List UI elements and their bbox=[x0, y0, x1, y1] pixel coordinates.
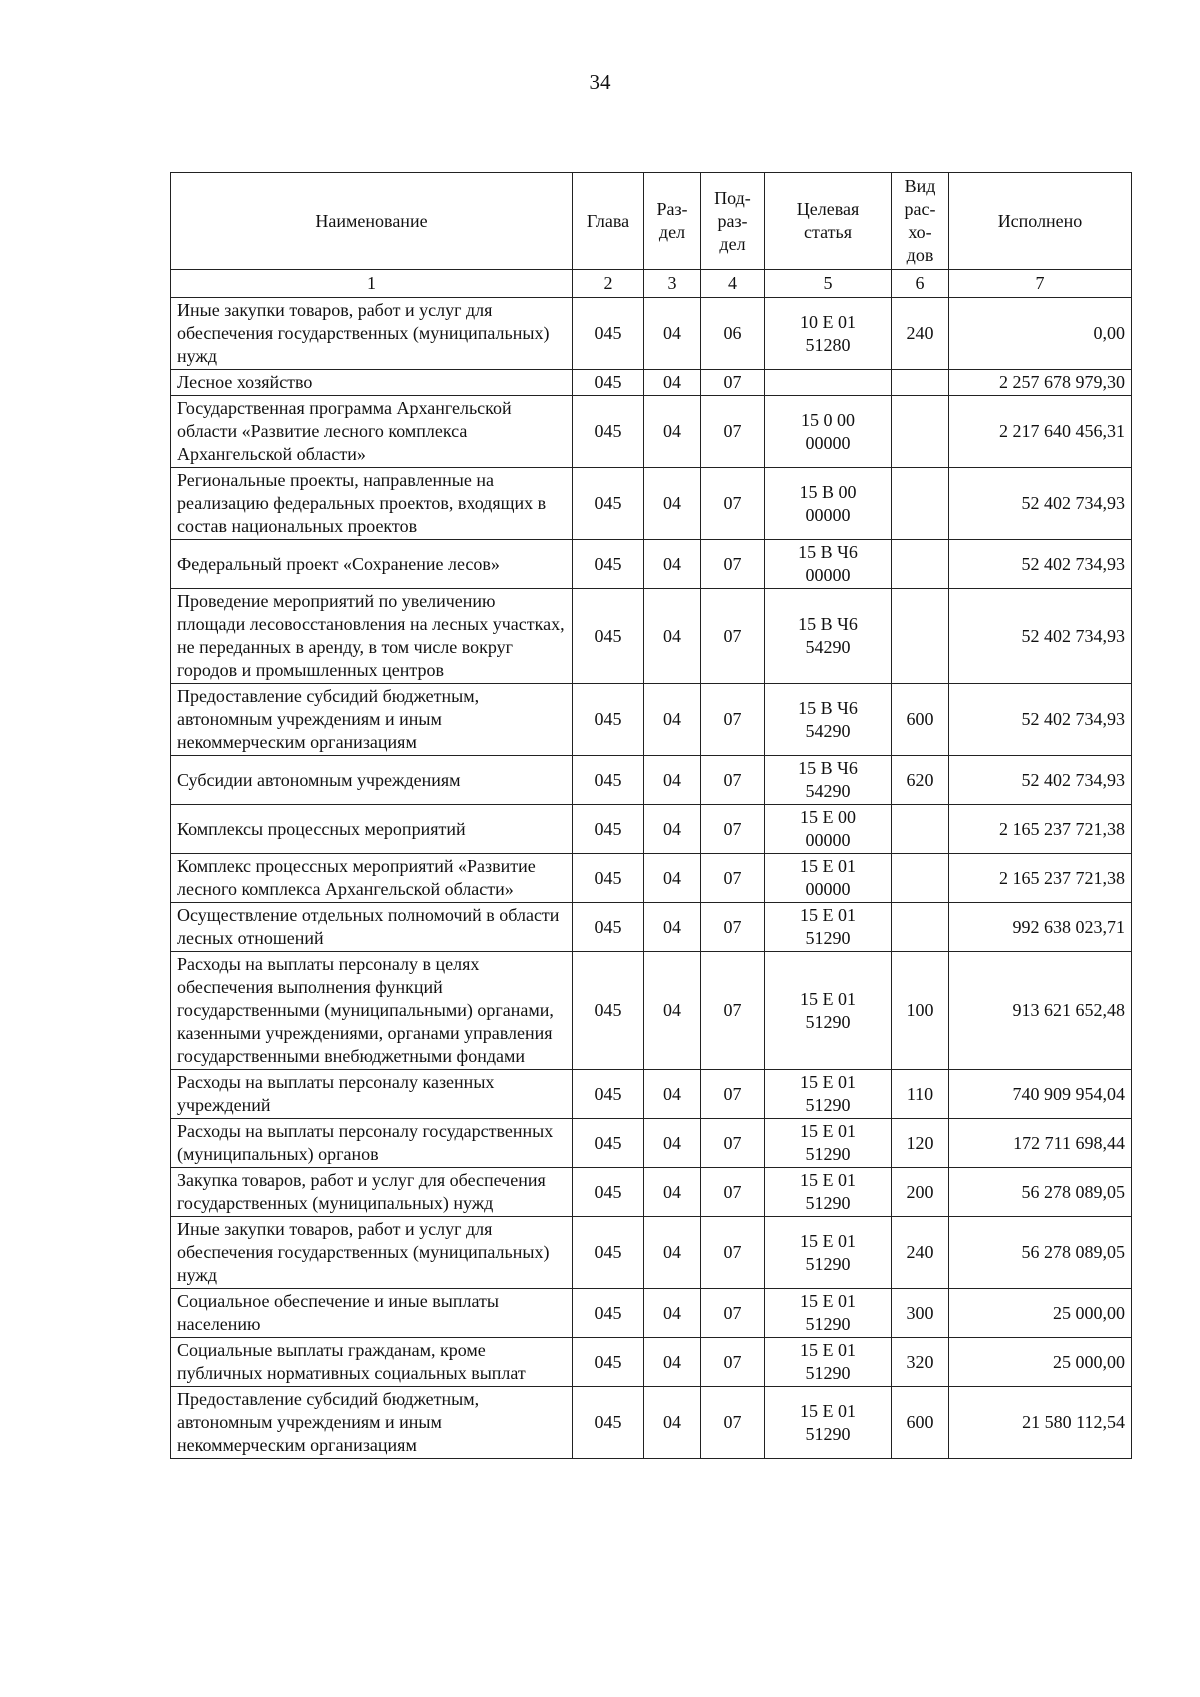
row-chapter: 045 bbox=[573, 396, 644, 468]
row-name: Иные закупки товаров, работ и услуг для обеспечения государственных (муниципальных) нужд bbox=[171, 298, 573, 370]
column-numbers-row bbox=[171, 270, 1132, 298]
header-section: Раз- дел bbox=[644, 173, 701, 270]
table-row bbox=[171, 468, 1132, 540]
row-subsection: 07 bbox=[701, 540, 765, 589]
row-executed-amount: 2 217 640 456,31 bbox=[949, 396, 1132, 468]
row-executed-amount: 0,00 bbox=[949, 298, 1132, 370]
row-chapter: 045 bbox=[573, 1217, 644, 1289]
column-number: 7 bbox=[949, 270, 1132, 298]
row-expense-type: 620 bbox=[892, 756, 949, 805]
row-chapter: 045 bbox=[573, 1387, 644, 1459]
table-row bbox=[171, 589, 1132, 684]
row-name: Региональные проекты, направленные на реализацию федеральных проектов, входящих в состав национальных проектов bbox=[171, 468, 573, 540]
row-executed-amount: 992 638 023,71 bbox=[949, 903, 1132, 952]
row-executed-amount: 2 165 237 721,38 bbox=[949, 805, 1132, 854]
row-executed-amount: 2 165 237 721,38 bbox=[949, 854, 1132, 903]
row-name: Осуществление отдельных полномочий в области лесных отношений bbox=[171, 903, 573, 952]
row-subsection: 07 bbox=[701, 468, 765, 540]
row-section: 04 bbox=[644, 1289, 701, 1338]
row-subsection: 07 bbox=[701, 1289, 765, 1338]
table-row bbox=[171, 1070, 1132, 1119]
row-chapter: 045 bbox=[573, 1168, 644, 1217]
row-chapter: 045 bbox=[573, 903, 644, 952]
column-titles-row bbox=[171, 173, 1132, 270]
row-name: Предоставление субсидий бюджетным, автономным учреждениям и иным некоммерческим организациям bbox=[171, 1387, 573, 1459]
row-target-article: 15 Е 01 51290 bbox=[765, 1070, 892, 1119]
row-target-article: 15 Е 01 51290 bbox=[765, 1217, 892, 1289]
row-executed-amount: 52 402 734,93 bbox=[949, 589, 1132, 684]
table-body bbox=[171, 298, 1132, 1459]
row-name: Комплексы процессных мероприятий bbox=[171, 805, 573, 854]
row-subsection: 07 bbox=[701, 1070, 765, 1119]
column-number: 3 bbox=[644, 270, 701, 298]
header-executed: Исполнено bbox=[949, 173, 1132, 270]
row-target-article: 15 Е 01 51290 bbox=[765, 1119, 892, 1168]
row-section: 04 bbox=[644, 298, 701, 370]
header-expense-type: Вид рас- хо- дов bbox=[892, 173, 949, 270]
row-subsection: 07 bbox=[701, 1387, 765, 1459]
row-expense-type: 600 bbox=[892, 1387, 949, 1459]
table-row bbox=[171, 370, 1132, 396]
table-row bbox=[171, 298, 1132, 370]
row-chapter: 045 bbox=[573, 1070, 644, 1119]
column-number: 4 bbox=[701, 270, 765, 298]
row-section: 04 bbox=[644, 396, 701, 468]
row-expense-type: 100 bbox=[892, 952, 949, 1070]
column-number: 5 bbox=[765, 270, 892, 298]
row-subsection: 07 bbox=[701, 589, 765, 684]
row-section: 04 bbox=[644, 756, 701, 805]
row-section: 04 bbox=[644, 1070, 701, 1119]
row-name: Расходы на выплаты персоналу казенных учреждений bbox=[171, 1070, 573, 1119]
row-executed-amount: 56 278 089,05 bbox=[949, 1217, 1132, 1289]
row-chapter: 045 bbox=[573, 370, 644, 396]
row-target-article: 15 В Ч6 54290 bbox=[765, 589, 892, 684]
row-executed-amount: 21 580 112,54 bbox=[949, 1387, 1132, 1459]
row-chapter: 045 bbox=[573, 756, 644, 805]
row-name: Проведение мероприятий по увеличению площади лесовосстановления на лесных участках, не переданных в аренду, в том числе вокруг городов и промышленных центров bbox=[171, 589, 573, 684]
row-section: 04 bbox=[644, 952, 701, 1070]
row-name: Субсидии автономным учреждениям bbox=[171, 756, 573, 805]
row-expense-type bbox=[892, 903, 949, 952]
row-target-article: 15 В 00 00000 bbox=[765, 468, 892, 540]
row-target-article: 15 В Ч6 54290 bbox=[765, 756, 892, 805]
row-chapter: 045 bbox=[573, 854, 644, 903]
row-name: Предоставление субсидий бюджетным, автономным учреждениям и иным некоммерческим организациям bbox=[171, 684, 573, 756]
row-subsection: 07 bbox=[701, 370, 765, 396]
row-subsection: 07 bbox=[701, 684, 765, 756]
table-row bbox=[171, 1289, 1132, 1338]
row-chapter: 045 bbox=[573, 952, 644, 1070]
row-target-article: 15 0 00 00000 bbox=[765, 396, 892, 468]
row-executed-amount: 52 402 734,93 bbox=[949, 756, 1132, 805]
row-expense-type bbox=[892, 540, 949, 589]
row-name: Социальные выплаты гражданам, кроме публичных нормативных социальных выплат bbox=[171, 1338, 573, 1387]
row-expense-type: 600 bbox=[892, 684, 949, 756]
row-name: Иные закупки товаров, работ и услуг для обеспечения государственных (муниципальных) нужд bbox=[171, 1217, 573, 1289]
row-expense-type bbox=[892, 805, 949, 854]
row-executed-amount: 2 257 678 979,30 bbox=[949, 370, 1132, 396]
row-executed-amount: 913 621 652,48 bbox=[949, 952, 1132, 1070]
row-expense-type: 240 bbox=[892, 298, 949, 370]
table-row bbox=[171, 903, 1132, 952]
row-name: Комплекс процессных мероприятий «Развитие лесного комплекса Архангельской области» bbox=[171, 854, 573, 903]
header-chapter: Глава bbox=[573, 173, 644, 270]
row-expense-type: 240 bbox=[892, 1217, 949, 1289]
row-section: 04 bbox=[644, 1338, 701, 1387]
row-subsection: 06 bbox=[701, 298, 765, 370]
row-chapter: 045 bbox=[573, 1289, 644, 1338]
row-name: Социальное обеспечение и иные выплаты населению bbox=[171, 1289, 573, 1338]
row-expense-type bbox=[892, 396, 949, 468]
column-number: 1 bbox=[171, 270, 573, 298]
row-chapter: 045 bbox=[573, 805, 644, 854]
column-number: 2 bbox=[573, 270, 644, 298]
row-executed-amount: 25 000,00 bbox=[949, 1289, 1132, 1338]
row-expense-type bbox=[892, 468, 949, 540]
row-expense-type: 300 bbox=[892, 1289, 949, 1338]
table-row bbox=[171, 756, 1132, 805]
row-chapter: 045 bbox=[573, 684, 644, 756]
header-name: Наименование bbox=[171, 173, 573, 270]
row-subsection: 07 bbox=[701, 396, 765, 468]
row-name: Лесное хозяйство bbox=[171, 370, 573, 396]
row-target-article: 15 Е 01 51290 bbox=[765, 1289, 892, 1338]
table-row bbox=[171, 1217, 1132, 1289]
row-target-article: 15 В Ч6 54290 bbox=[765, 684, 892, 756]
row-target-article: 15 Е 01 51290 bbox=[765, 952, 892, 1070]
row-expense-type: 200 bbox=[892, 1168, 949, 1217]
column-number: 6 bbox=[892, 270, 949, 298]
budget-execution-table bbox=[170, 172, 1132, 1459]
row-executed-amount: 52 402 734,93 bbox=[949, 468, 1132, 540]
row-section: 04 bbox=[644, 370, 701, 396]
row-expense-type bbox=[892, 370, 949, 396]
row-subsection: 07 bbox=[701, 1338, 765, 1387]
row-section: 04 bbox=[644, 1168, 701, 1217]
row-section: 04 bbox=[644, 903, 701, 952]
row-subsection: 07 bbox=[701, 805, 765, 854]
row-subsection: 07 bbox=[701, 903, 765, 952]
table-row bbox=[171, 396, 1132, 468]
row-name: Государственная программа Архангельской области «Развитие лесного комплекса Архангельской области» bbox=[171, 396, 573, 468]
table-row bbox=[171, 684, 1132, 756]
row-executed-amount: 25 000,00 bbox=[949, 1338, 1132, 1387]
table-row bbox=[171, 952, 1132, 1070]
row-target-article: 15 Е 01 00000 bbox=[765, 854, 892, 903]
table-row bbox=[171, 1119, 1132, 1168]
row-section: 04 bbox=[644, 854, 701, 903]
row-chapter: 045 bbox=[573, 540, 644, 589]
row-subsection: 07 bbox=[701, 1217, 765, 1289]
row-target-article: 10 Е 01 51280 bbox=[765, 298, 892, 370]
row-target-article: 15 Е 00 00000 bbox=[765, 805, 892, 854]
row-executed-amount: 740 909 954,04 bbox=[949, 1070, 1132, 1119]
row-target-article: 15 Е 01 51290 bbox=[765, 1387, 892, 1459]
header-subsection: Под- раз- дел bbox=[701, 173, 765, 270]
table-row bbox=[171, 540, 1132, 589]
row-chapter: 045 bbox=[573, 1338, 644, 1387]
row-chapter: 045 bbox=[573, 468, 644, 540]
row-section: 04 bbox=[644, 1387, 701, 1459]
row-name: Федеральный проект «Сохранение лесов» bbox=[171, 540, 573, 589]
row-executed-amount: 52 402 734,93 bbox=[949, 684, 1132, 756]
row-target-article: 15 В Ч6 00000 bbox=[765, 540, 892, 589]
row-target-article: 15 Е 01 51290 bbox=[765, 1168, 892, 1217]
row-section: 04 bbox=[644, 805, 701, 854]
row-expense-type: 320 bbox=[892, 1338, 949, 1387]
row-name: Расходы на выплаты персоналу государственных (муниципальных) органов bbox=[171, 1119, 573, 1168]
row-executed-amount: 172 711 698,44 bbox=[949, 1119, 1132, 1168]
row-section: 04 bbox=[644, 589, 701, 684]
row-section: 04 bbox=[644, 540, 701, 589]
row-section: 04 bbox=[644, 1217, 701, 1289]
table-row bbox=[171, 1338, 1132, 1387]
row-target-article: 15 Е 01 51290 bbox=[765, 1338, 892, 1387]
row-executed-amount: 56 278 089,05 bbox=[949, 1168, 1132, 1217]
row-section: 04 bbox=[644, 468, 701, 540]
row-section: 04 bbox=[644, 1119, 701, 1168]
table-row bbox=[171, 1168, 1132, 1217]
row-expense-type bbox=[892, 589, 949, 684]
table-row bbox=[171, 1387, 1132, 1459]
row-target-article: 15 Е 01 51290 bbox=[765, 903, 892, 952]
row-subsection: 07 bbox=[701, 952, 765, 1070]
row-name: Закупка товаров, работ и услуг для обеспечения государственных (муниципальных) нужд bbox=[171, 1168, 573, 1217]
row-subsection: 07 bbox=[701, 854, 765, 903]
row-section: 04 bbox=[644, 684, 701, 756]
header-target-article: Целевая статья bbox=[765, 173, 892, 270]
row-chapter: 045 bbox=[573, 298, 644, 370]
row-subsection: 07 bbox=[701, 756, 765, 805]
row-target-article bbox=[765, 370, 892, 396]
row-executed-amount: 52 402 734,93 bbox=[949, 540, 1132, 589]
row-chapter: 045 bbox=[573, 1119, 644, 1168]
row-subsection: 07 bbox=[701, 1168, 765, 1217]
row-expense-type: 110 bbox=[892, 1070, 949, 1119]
row-expense-type: 120 bbox=[892, 1119, 949, 1168]
row-expense-type bbox=[892, 854, 949, 903]
table-row bbox=[171, 854, 1132, 903]
page-number: 34 bbox=[589, 70, 611, 94]
table-header bbox=[171, 173, 1132, 298]
row-name: Расходы на выплаты персоналу в целях обеспечения выполнения функций государственными (муниципальными) органами, казенными учреждениями, органами управления государственными внебюджетными фондами bbox=[171, 952, 573, 1070]
row-chapter: 045 bbox=[573, 589, 644, 684]
row-subsection: 07 bbox=[701, 1119, 765, 1168]
table-row bbox=[171, 805, 1132, 854]
